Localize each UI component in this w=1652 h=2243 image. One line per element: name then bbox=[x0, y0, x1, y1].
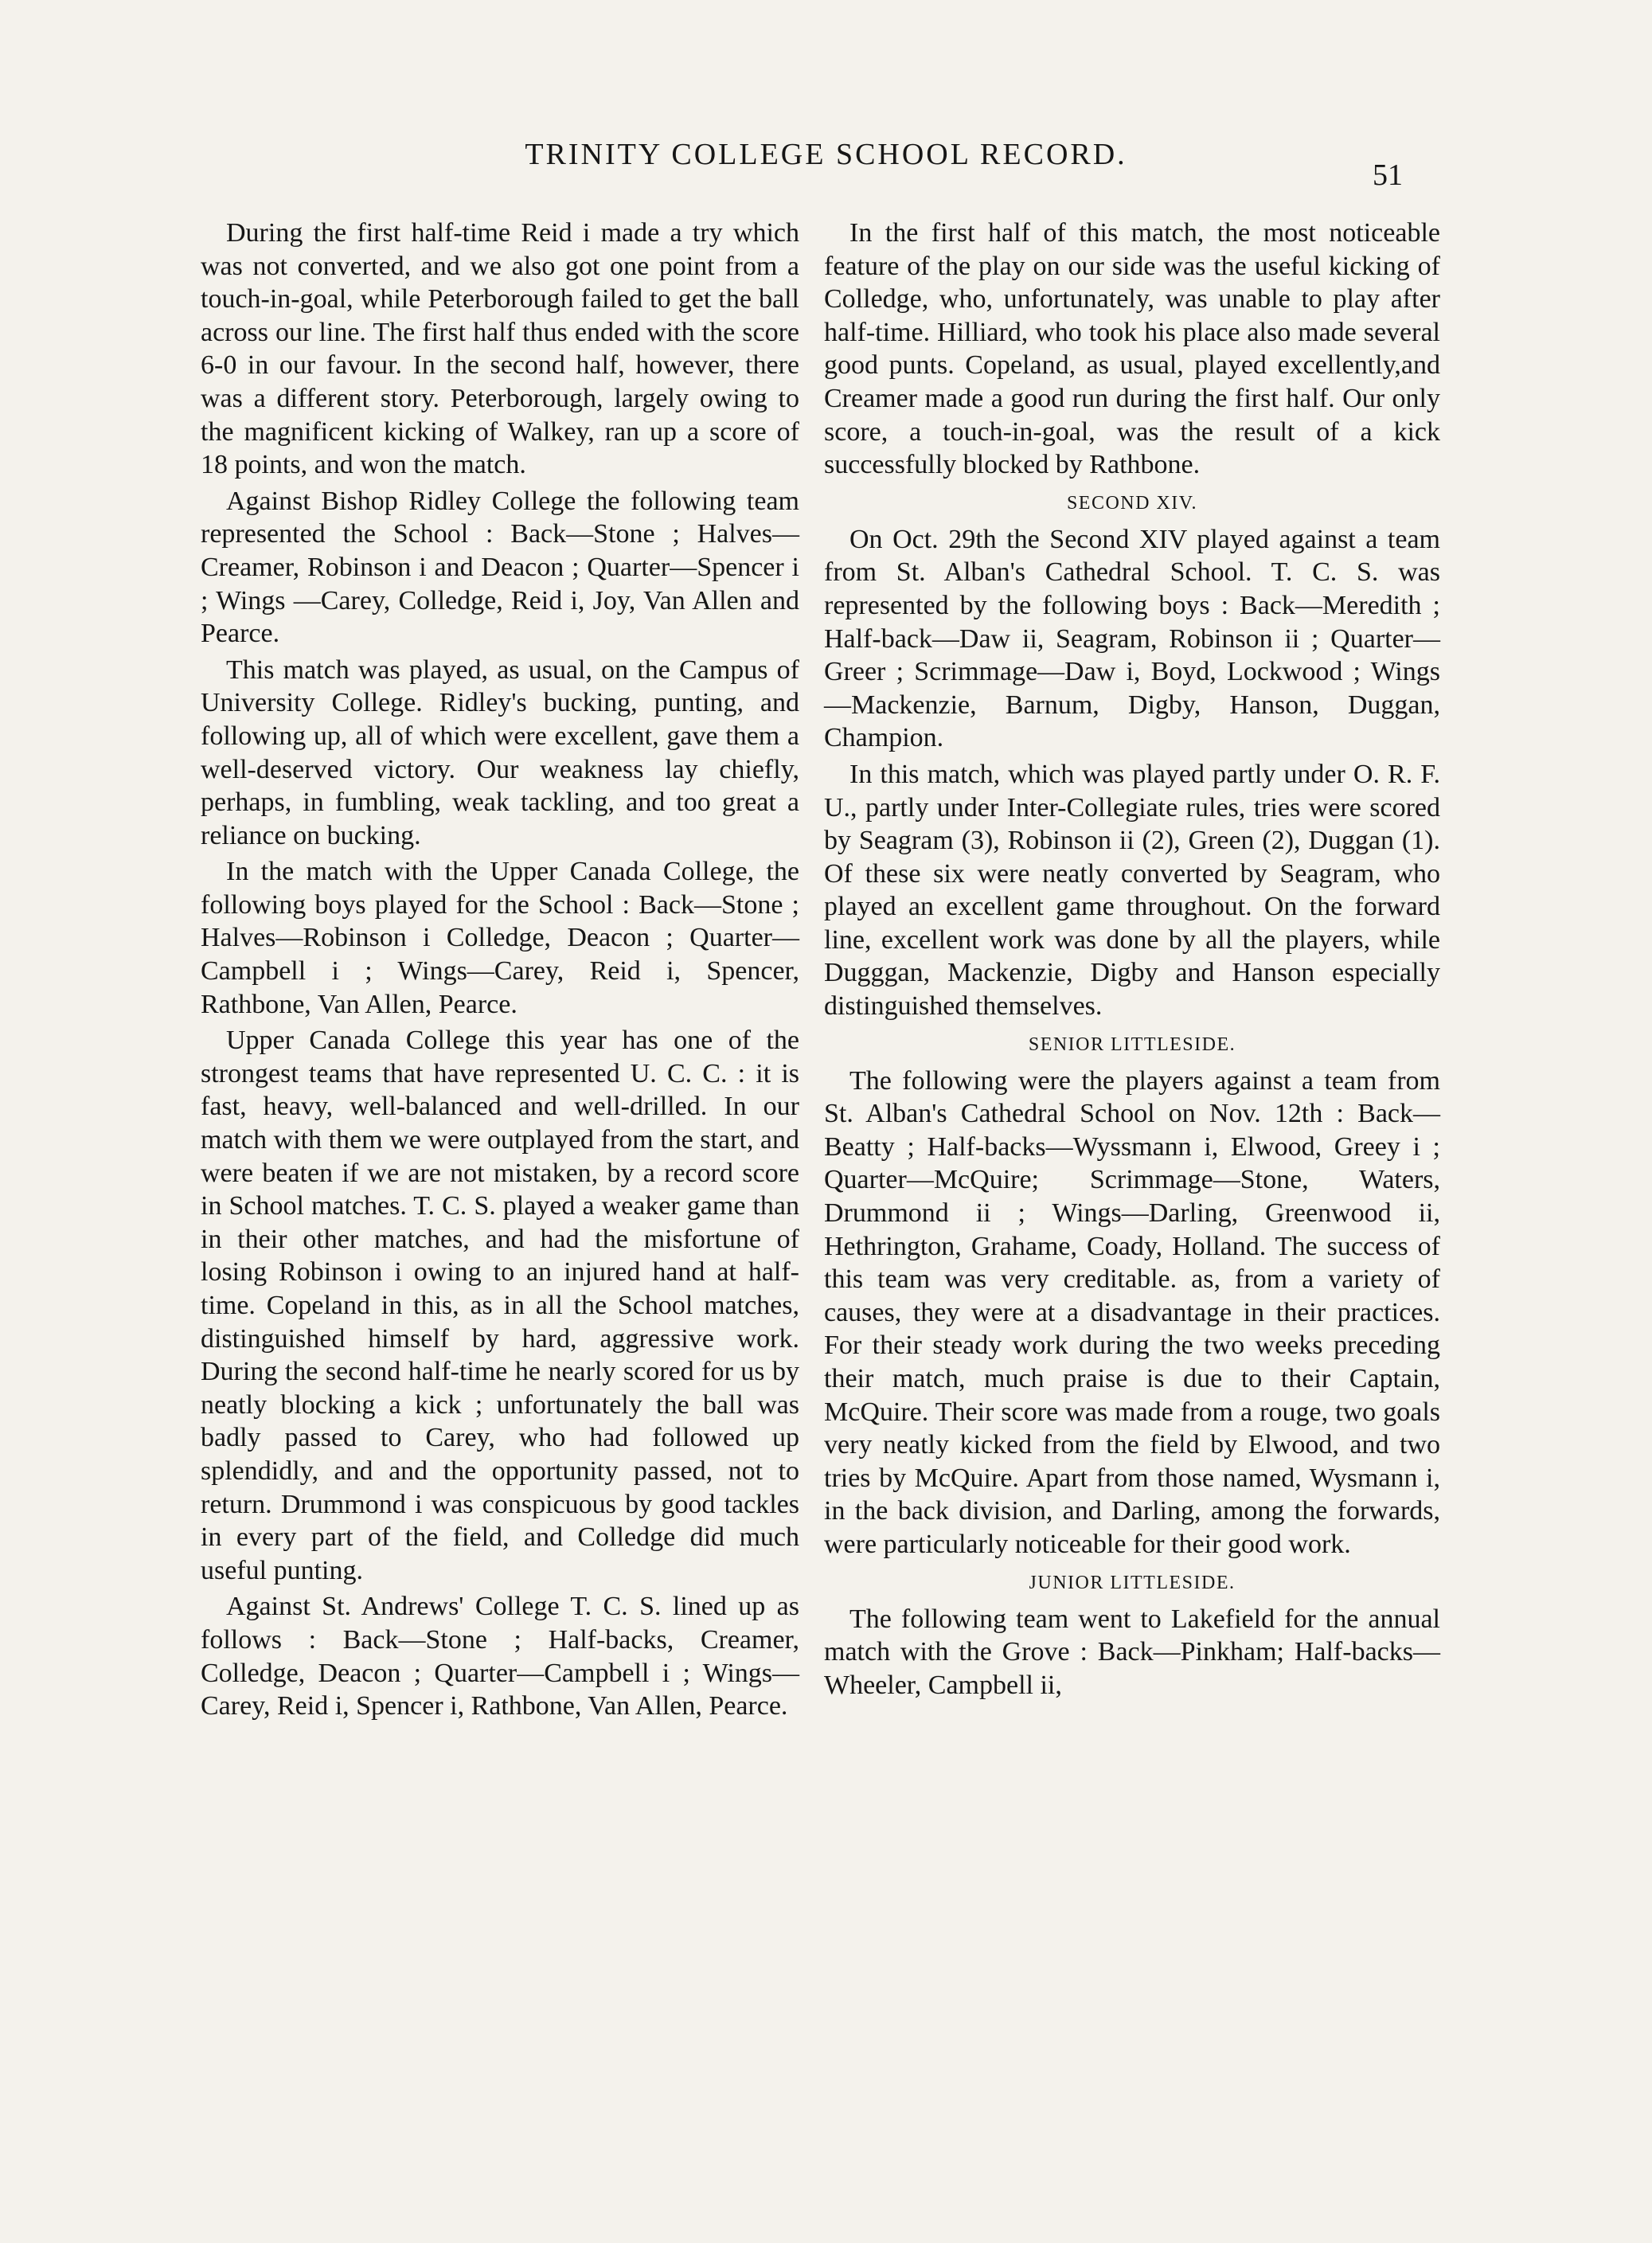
paragraph-ucc-team: In the match with the Upper Canada College, the following boys played for the School : Back—Stone ; Halves—Robinson i Colledge, Deacon ; Quarter—Campbell i ; Wings—Carey, Reid i, Spencer, Rathbone, Van Allen, Pearce. bbox=[201, 857, 799, 1019]
section-heading-second-xiv: SECOND XIV. bbox=[1066, 492, 1198, 514]
right-column bbox=[824, 217, 1440, 1705]
page-number: 51 bbox=[1373, 158, 1403, 192]
paragraph-senior-littleside: The following were the players against a team from St. Alban's Cathedral School on Nov. 12th : Back— Beatty ; Half-backs—Wyssmann i, Elwood, Greey i ; Quarter—McQuire; Scrimmage—Stone, Waters, Drummond ii ; Wings—Darling, Greenwood ii, Hethrington, Grahame, Coady, Holland. The success of this team was very creditable. as, from a variety of causes, they were at a disadvantage in their practices. For their steady work during the two weeks preceding their match, much praise is due to their Captain, McQuire. Their score was made from a rouge, two goals very neatly kicked from the field by Elwood, and two tries by McQuire. Apart from those named, Wysmann i, in the back division, and Darling, among the forwards, were particularly noticeable for their good work. bbox=[824, 1065, 1440, 1559]
section-heading-senior-littleside: SENIOR LITTLESIDE. bbox=[1028, 1034, 1236, 1055]
paragraph-ucc-match: Upper Canada College this year has one of the strongest teams that have represented U. C. C. : it is fast, heavy, well-balanced and well-drilled. In our match with them we were outplayed from the start, and were beaten if we are not mistaken, by a record score in School matches. T. C. S. played a weaker game than in their other matches, and had the misfortune of losing Robinson i owing to an injured hand at half-time. Copeland in this, as in all the School matches, distinguished himself by hard, aggressive work. During the second half-time he nearly scored for us by neatly blocking a kick ; unfortunately the ball was badly passed to Carey, who had followed up splendidly, and and the opportunity passed, not to return. Drummond i was conspicuous by good tackles in every part of the field, and Colledge did much useful punting. bbox=[201, 1026, 799, 1585]
paragraph-second-xiv-team: On Oct. 29th the Second XIV played against a team from St. Alban's Cathedral School. T. C. S. was represented by the following boys : Back—Meredith ; Half-back—Daw ii, Seagram, Robinson ii ; Quarter—Greer ; Scrimmage—Daw i, Boyd, Lockwood ; Wings—Mackenzie, Barnum, Digby, Hanson, Duggan, Champion. bbox=[824, 524, 1440, 753]
paragraph-st-andrews-team: Against St. Andrews' College T. C. S. lined up as follows : Back—Stone ; Half-backs, Creamer, Colledge, Deacon ; Quarter—Campbell i ; Wings—Carey, Reid i, Spencer i, Rathbone, Van Allen, Pearce. bbox=[201, 1592, 799, 1721]
paragraph-second-xiv-match: In this match, which was played partly under O. R. F. U., partly under Inter-Collegiate rules, tries were scored by Seagram (3), Robinson ii (2), Green (2), Duggan (1). Of these six were neatly converted by Seagram, who played an excellent game throughout. On the forward line, excellent work was done by all the players, while Dugggan, Mackenzie, Digby and Hanson especially distinguished themselves. bbox=[824, 759, 1440, 1022]
left-column bbox=[201, 217, 799, 1726]
paragraph-ridley-team: Against Bishop Ridley College the following team represented the School : Back—Stone ; Halves—Creamer, Robinson i and Deacon ; Quarter—Spencer i ; Wings —Carey, Colledge, Reid i, Joy, Van Allen and Pearce. bbox=[201, 486, 799, 649]
paragraph-peterborough-match: During the first half-time Reid i made a try which was not converted, and we also got one point from a touch-in-goal, while Peterborough failed to get the ball across our line. The first half thus ended with the score 6-0 in our favour. In the second half, however, there was a different story. Peterborough, largely owing to the magnificent kicking of Walkey, ran up a score of 18 points, and won the match. bbox=[201, 218, 799, 480]
paragraph-junior-littleside: The following team went to Lakefield for the annual match with the Grove : Back—Pinkham; Half-backs—Wheeler, Campbell ii, bbox=[824, 1604, 1440, 1700]
running-head-title: TRINITY COLLEGE SCHOOL RECORD. bbox=[525, 138, 1127, 171]
paragraph-ridley-match: This match was played, as usual, on the Campus of University College. Ridley's bucking, punting, and following up, all of which were excellent, gave them a well-deserved victory. Our weakness lay chiefly, perhaps, in fumbling, weak tackling, and too great a reliance on bucking. bbox=[201, 655, 799, 850]
paragraph-st-andrews-match: In the first half of this match, the most noticeable feature of the play on our side was the useful kicking of Colledge, who, unfortunately, was unable to play after half-time. Hilliard, who took his place also made several good punts. Copeland, as usual, played excellently,and Creamer made a good run during the first half. Our only score, a touch-in-goal, was the result of a kick successfully blocked by Rathbone. bbox=[824, 218, 1440, 480]
section-heading-junior-littleside: JUNIOR LITTLESIDE. bbox=[1029, 1572, 1236, 1593]
